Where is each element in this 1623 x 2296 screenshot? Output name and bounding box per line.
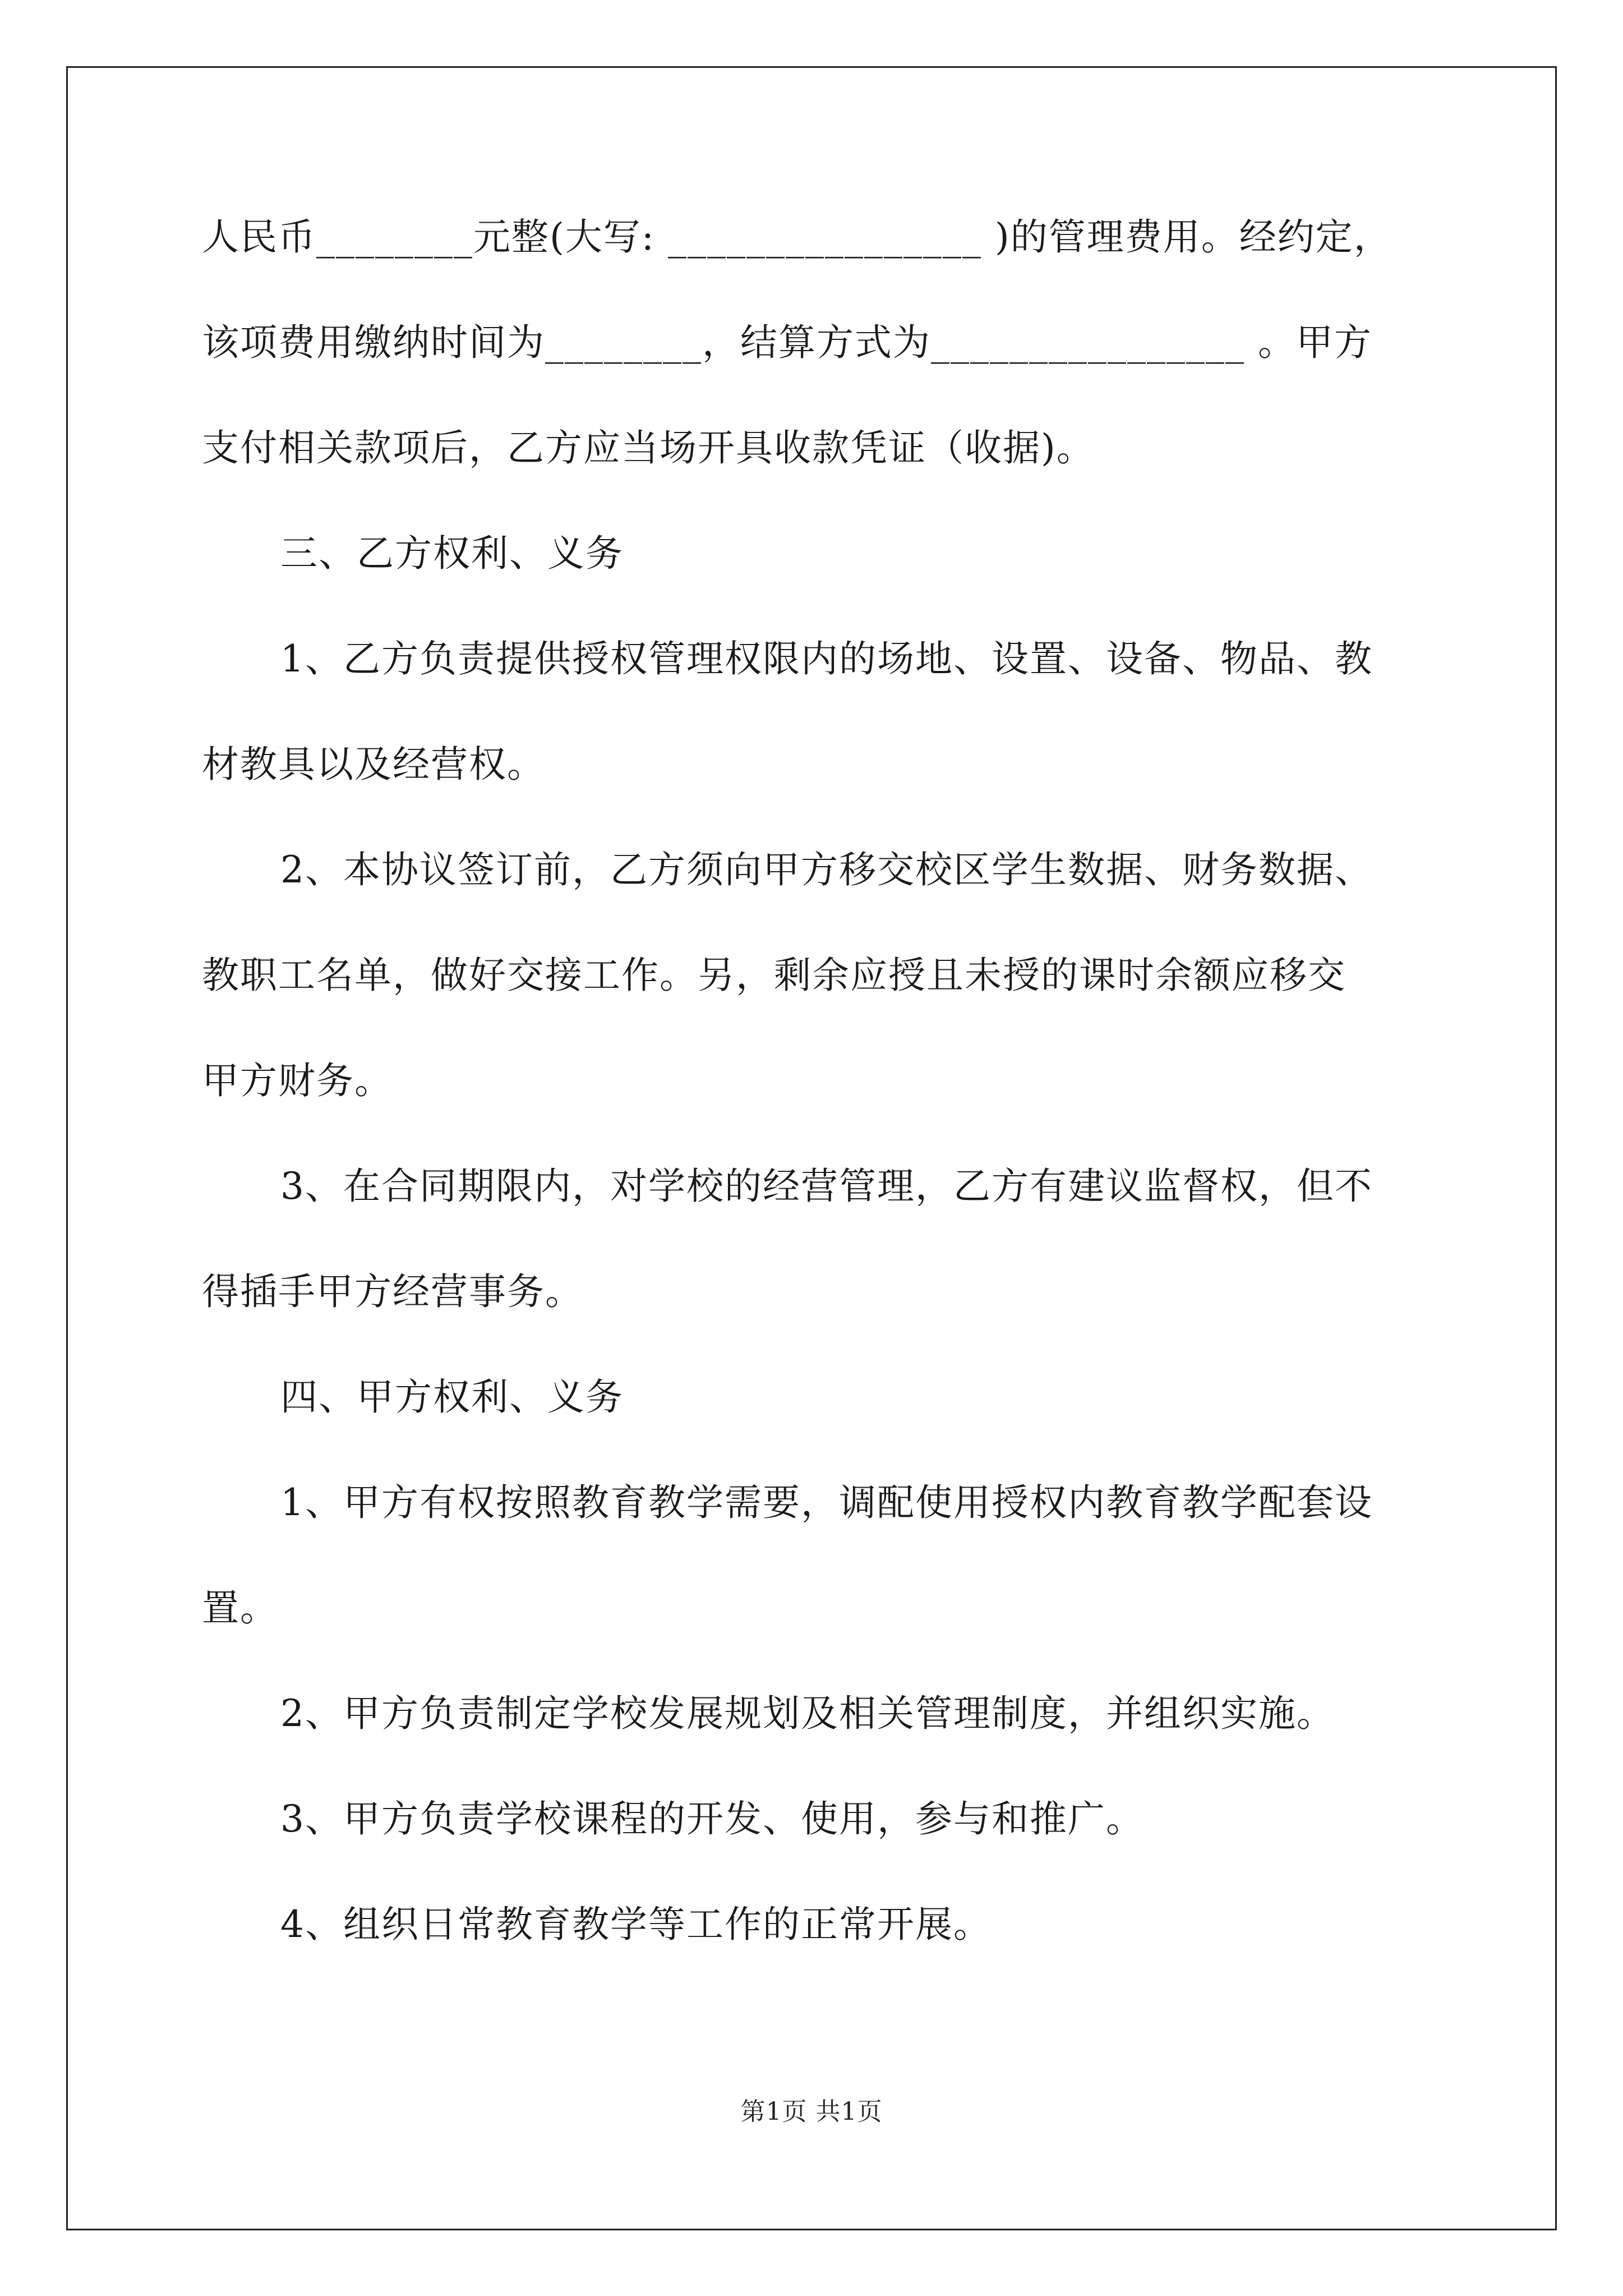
party-b-item-2-line-3: 甲方财务。	[202, 1059, 393, 1102]
paragraph-fee-line-2: 该项费用缴纳时间为________，结算方式为________________ 。甲方	[202, 321, 1372, 364]
party-b-item-3-line-2: 得插手甲方经营事务。	[202, 1270, 583, 1313]
party-a-item-2: 2、甲方负责制定学校发展规划及相关管理制度，并组织实施。	[280, 1692, 1335, 1735]
paragraph-fee-line-3: 支付相关款项后，乙方应当场开具收款凭证（收据)。	[202, 426, 1095, 470]
section-heading-party-b: 三、乙方权利、义务	[280, 532, 624, 575]
section-heading-party-a: 四、甲方权利、义务	[280, 1375, 624, 1419]
party-b-item-3-line-1: 3、在合同期限内，对学校的经营管理，乙方有建议监督权，但不	[280, 1165, 1373, 1208]
party-a-item-3: 3、甲方负责学校课程的开发、使用，参与和推广。	[280, 1797, 1144, 1841]
party-a-item-1-line-1: 1、甲方有权按照教育教学需要，调配使用授权内教育教学配套设	[280, 1481, 1373, 1524]
party-b-item-2-line-1: 2、本协议签订前，乙方须向甲方移交校区学生数据、财务数据、	[280, 848, 1373, 891]
party-b-item-2-line-2: 教职工名单，做好交接工作。另，剩余应授且未授的课时余额应移交	[202, 954, 1346, 997]
paragraph-fee-line-1: 人民币________元整(大写: ________________ )的管理费用。经约定，	[202, 215, 1392, 259]
page-number-footer: 第1页 共1页	[740, 2097, 883, 2126]
party-b-item-1-line-2: 材教具以及经营权。	[202, 743, 545, 786]
party-a-item-1-line-2: 置。	[202, 1586, 278, 1630]
party-b-item-1-line-1: 1、乙方负责提供授权管理权限内的场地、设置、设备、物品、教	[280, 637, 1373, 680]
party-a-item-4: 4、组织日常教育教学等工作的正常开展。	[280, 1903, 992, 1946]
